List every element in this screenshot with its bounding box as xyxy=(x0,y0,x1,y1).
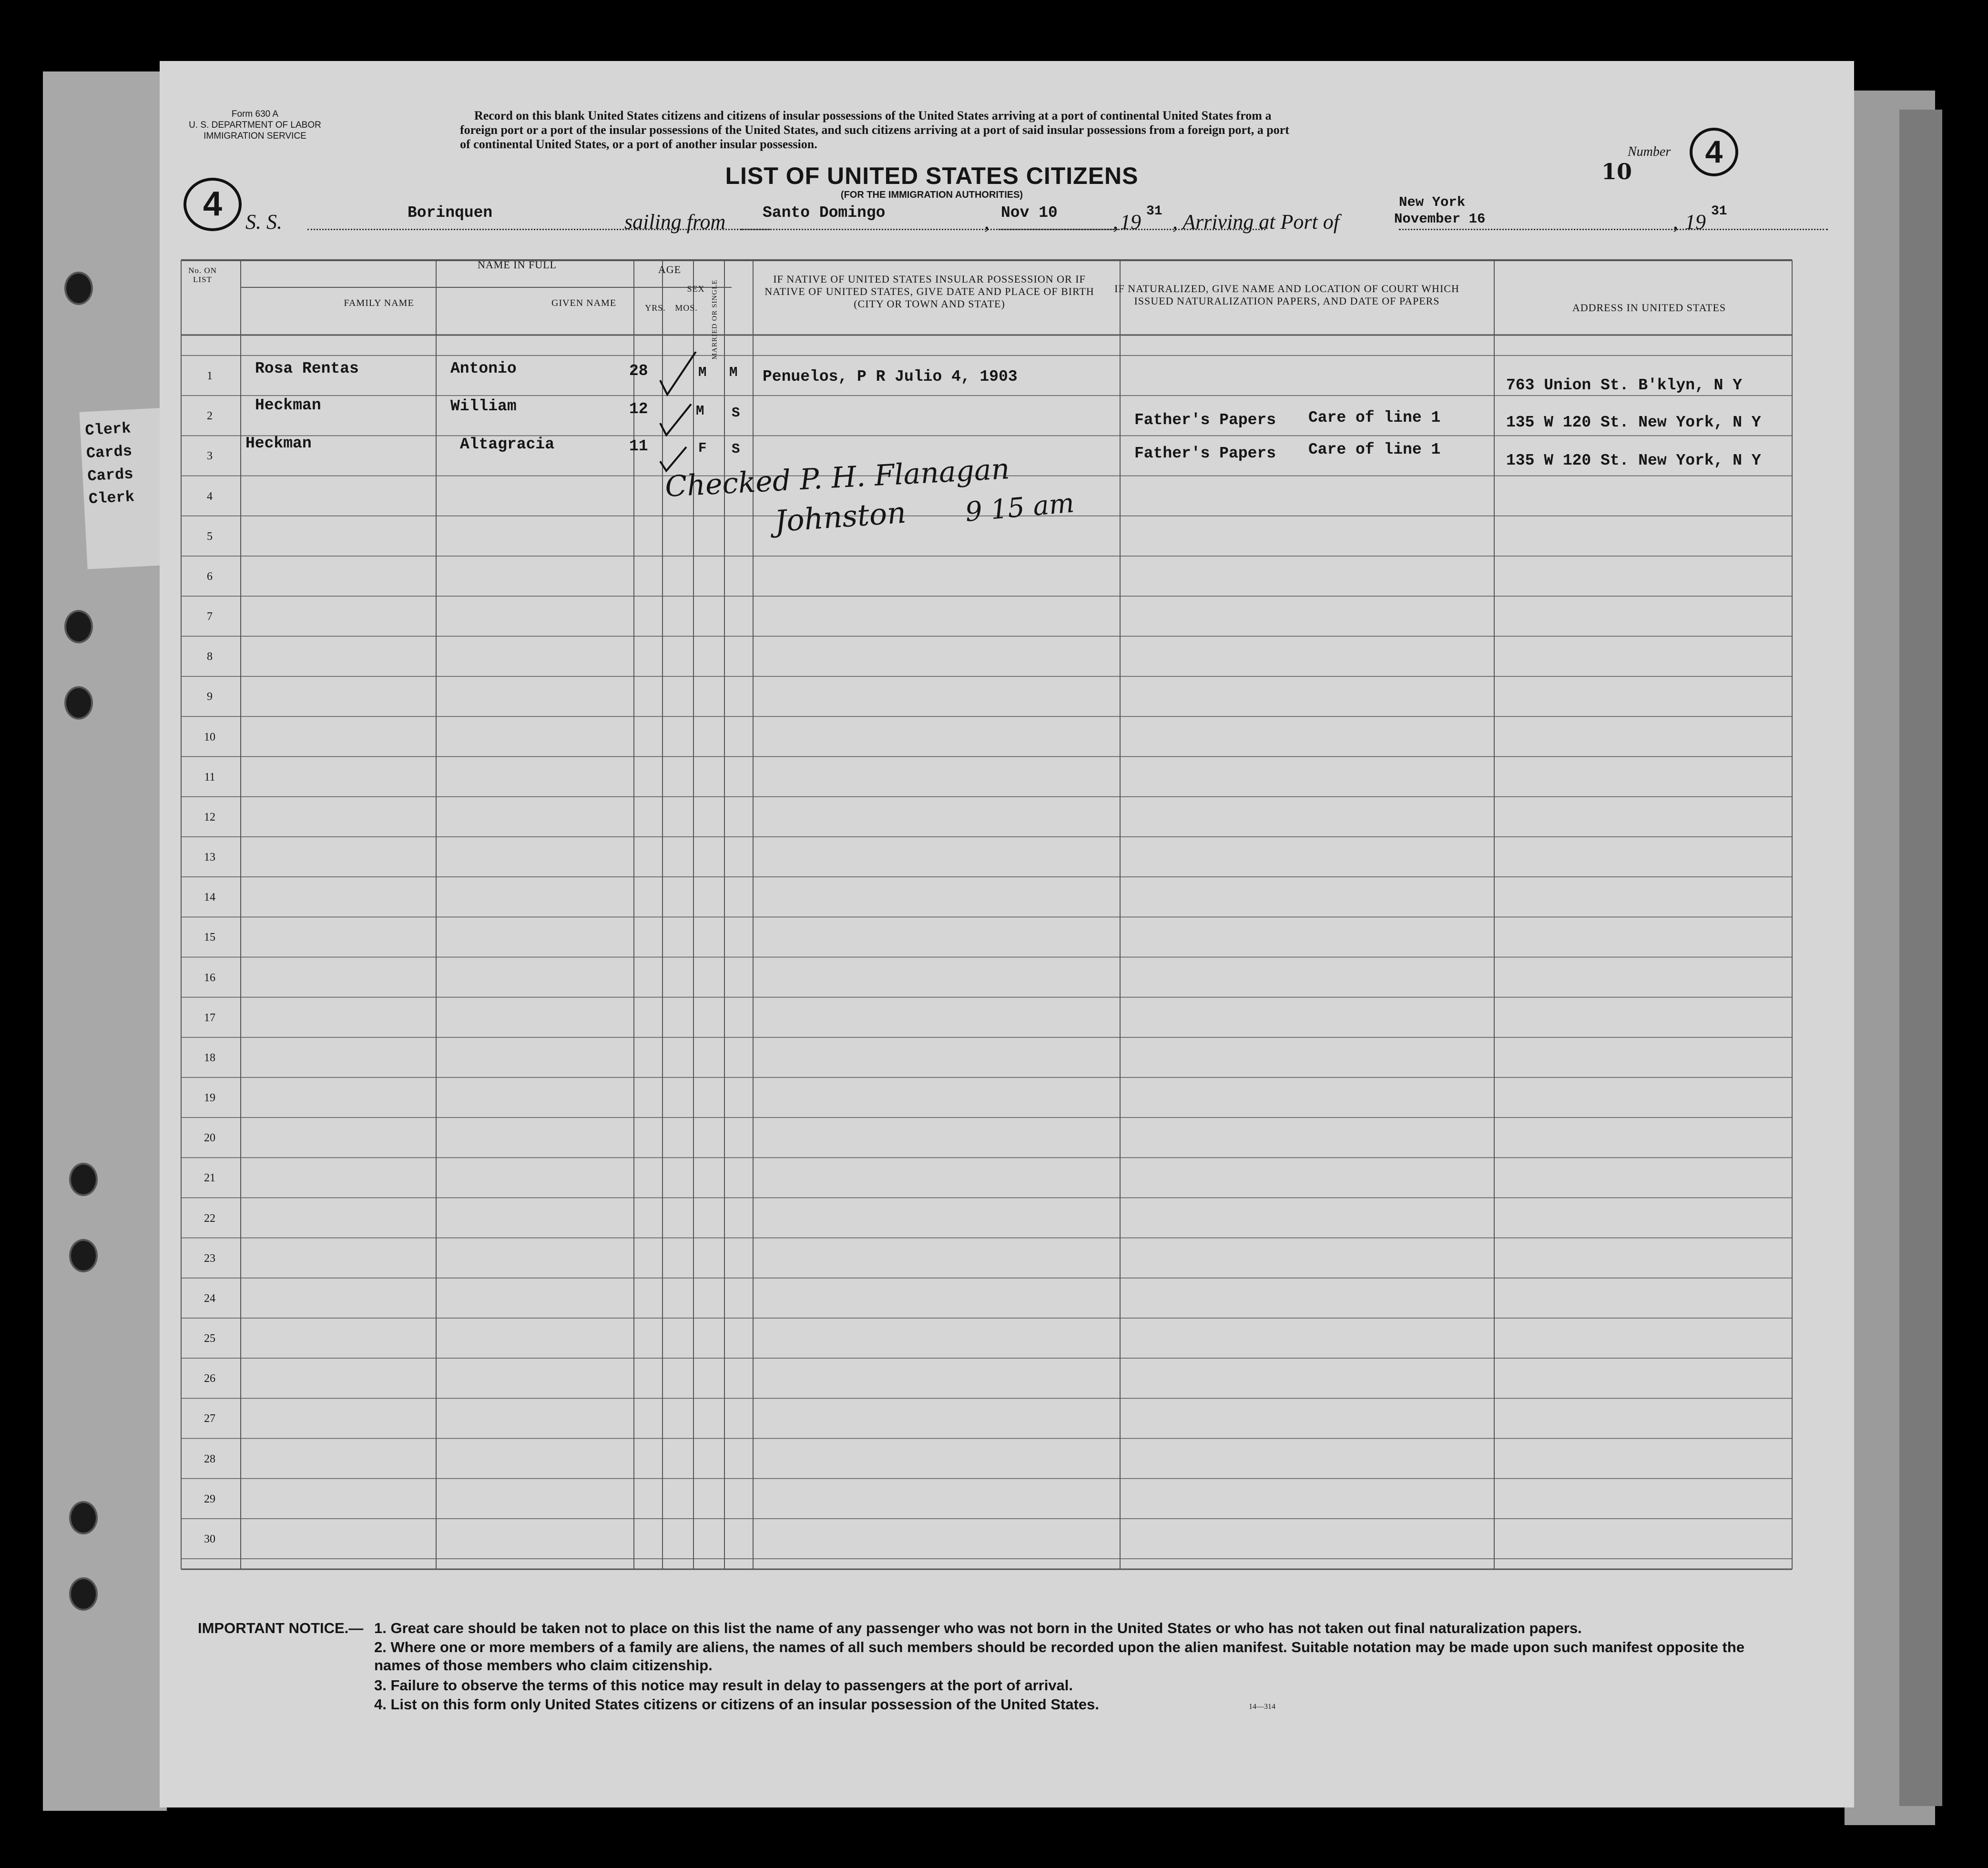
checked-signature: Checked P. H. Flanagan xyxy=(664,452,1011,504)
row-number: 11 xyxy=(204,771,215,783)
binder-hole xyxy=(64,686,93,720)
page-title: LIST OF UNITED STATES CITIZENS xyxy=(725,162,1139,189)
row-number: 20 xyxy=(204,1132,215,1145)
header-naturalized: IF NATURALIZED, GIVE NAME AND LOCATION OF COURT WHICH ISSUED NATURALIZATION PAPERS, AND DATE OF PAPERS xyxy=(1114,283,1459,307)
check-marks xyxy=(658,352,715,476)
entry-address: 135 W 120 St. New York, N Y xyxy=(1506,452,1761,469)
row-number: 7 xyxy=(207,610,213,623)
row-number: 23 xyxy=(204,1252,215,1265)
row-number: 5 xyxy=(207,530,213,543)
entry-family: Rosa Rentas xyxy=(255,360,359,377)
row-number: 17 xyxy=(204,1011,215,1024)
row-number: 8 xyxy=(207,650,213,663)
notice-item-2: 2. Where one or more members of a family are aliens, the names of all such members should be recorded upon the alien manifest. Suitable notation may be made upon such manifest opposite the names of those members who claim citizenship. xyxy=(374,1639,1745,1674)
row-number: 25 xyxy=(204,1332,215,1345)
arrival-year: 31 xyxy=(1711,204,1727,219)
header-mos: MOS. xyxy=(675,303,698,313)
row-number: 30 xyxy=(204,1533,215,1545)
header-married: MARRIED OR SINGLE xyxy=(711,279,719,360)
row-number: 6 xyxy=(207,570,213,583)
entry-given: Antonio xyxy=(450,360,517,377)
form-id: Form 630 A xyxy=(231,109,279,119)
sail-date: Nov 10 xyxy=(1001,204,1058,222)
notice-heading: IMPORTANT NOTICE.— xyxy=(198,1620,364,1636)
entry-address: 763 Union St. B'klyn, N Y xyxy=(1506,376,1743,394)
entry-nat-note: Care of line 1 xyxy=(1308,409,1441,426)
year-prefix-2: 19 xyxy=(1685,210,1706,234)
entry-married: S xyxy=(732,405,740,421)
row-number: 12 xyxy=(204,811,215,823)
row-number: 19 xyxy=(204,1092,215,1105)
row-number: 18 xyxy=(204,1051,215,1064)
binder-hole xyxy=(64,272,93,305)
arriving-label: , Arriving at Port of xyxy=(1172,210,1339,234)
header-family-name: FAMILY NAME xyxy=(344,298,414,308)
binder-hole xyxy=(69,1163,98,1196)
entry-address: 135 W 120 St. New York, N Y xyxy=(1506,414,1761,431)
entry-given: Altagracia xyxy=(460,436,555,453)
row-number: 3 xyxy=(207,450,213,463)
entry-married: M xyxy=(729,365,738,380)
instructions: Record on this blank United States citizens and citizens of insular possessions of the United States arriving at a port of continental United States from a foreign port or a port of the insular possessions of the United States, and such citizens arriving at a port of said insular possessions from a foreign port, a port of continental United States, or a port of another insular possession. xyxy=(460,109,1289,151)
entry-married: S xyxy=(732,441,740,457)
entry-sex: F xyxy=(698,440,707,456)
number-label: Number xyxy=(1628,144,1671,159)
row-number: 27 xyxy=(204,1412,215,1425)
header-yrs: YRS. xyxy=(645,303,666,313)
header-sex: SEX xyxy=(687,284,705,294)
inspector-signature: Johnston xyxy=(773,495,907,539)
header-birth: IF NATIVE OF UNITED STATES INSULAR POSSESSION OR IF NATIVE OF UNITED STATES, GIVE DATE AND PLACE OF BIRTH (CITY OR TOWN AND STATE) xyxy=(765,273,1094,310)
ss-label: S. S. xyxy=(245,210,282,234)
list-circle: 4 xyxy=(184,178,242,231)
row-number: 29 xyxy=(204,1492,215,1505)
page-subtitle: (FOR THE IMMIGRATION AUTHORITIES) xyxy=(840,190,1023,200)
row-number: 10 xyxy=(204,731,215,743)
row-number: 2 xyxy=(207,410,213,423)
notice-item-3: 3. Failure to observe the terms of this notice may result in delay to passengers at the port of arrival. xyxy=(374,1677,1073,1694)
row-number: 16 xyxy=(204,971,215,984)
binder-hole xyxy=(64,610,93,643)
entry-sex: M xyxy=(696,403,704,419)
entry-birth: Penuelos, P R Julio 4, 1903 xyxy=(763,368,1018,386)
sheet-number: 10 xyxy=(1601,159,1632,184)
entry-family: Heckman xyxy=(245,435,312,452)
ship-name: Borinquen xyxy=(408,204,493,222)
row-number: 14 xyxy=(204,891,215,904)
binder-hole xyxy=(69,1239,98,1272)
number-circle: 4 xyxy=(1690,128,1738,176)
header-no: No. ON LIST xyxy=(188,266,217,284)
entry-yrs: 11 xyxy=(629,437,648,455)
underlying-page xyxy=(43,71,167,1811)
row-number: 1 xyxy=(207,370,213,383)
notice-item-1: 1. Great care should be taken not to place on this list the name of any passenger who was not born in the United States or who has not taken out final naturalization papers. xyxy=(374,1620,1582,1636)
entry-sex: M xyxy=(698,365,707,380)
notice-item-4: 4. List on this form only United States citizens or citizens of an insular possession of the United States. xyxy=(374,1696,1099,1713)
row-number: 9 xyxy=(207,690,213,703)
right-page-edge-dark xyxy=(1899,110,1942,1806)
entry-naturalization: Father's Papers xyxy=(1134,445,1276,462)
row-number: 15 xyxy=(204,931,215,944)
binder-hole xyxy=(69,1577,98,1611)
row-number: 22 xyxy=(204,1212,215,1225)
table-grid xyxy=(160,61,1854,1807)
row-number: 24 xyxy=(204,1292,215,1305)
header-name-in-full: NAME IN FULL xyxy=(478,259,557,271)
from-port: Santo Domingo xyxy=(763,204,886,222)
header-given-name: GIVEN NAME xyxy=(551,298,617,308)
row-number: 26 xyxy=(204,1372,215,1385)
header-age: AGE xyxy=(658,264,682,275)
arrival-port: New York xyxy=(1399,194,1466,210)
entry-yrs: 28 xyxy=(629,362,648,380)
entry-yrs: 12 xyxy=(629,400,648,418)
manifest-page xyxy=(160,61,1854,1807)
row-number: 13 xyxy=(204,851,215,864)
arrival-date: November 16 xyxy=(1394,211,1486,227)
sail-year: 31 xyxy=(1146,204,1162,219)
form-code: 14—314 xyxy=(1249,1703,1275,1711)
voyage-line: S. S. Borinquen sailing from Santo Domingo , Nov 10 , 19 31 , Arriving at Port of New York November 16 , 19 31 xyxy=(160,204,1854,233)
header-address: ADDRESS IN UNITED STATES xyxy=(1572,302,1726,314)
sailing-label: sailing from xyxy=(624,210,726,234)
time-note: 9 15 am xyxy=(964,487,1076,528)
row-number: 4 xyxy=(207,490,213,503)
entry-given: William xyxy=(450,397,517,415)
entry-family: Heckman xyxy=(255,396,321,414)
entry-naturalization: Father's Papers xyxy=(1134,411,1276,429)
row-number: 21 xyxy=(204,1172,215,1185)
binder-hole xyxy=(69,1501,98,1534)
year-prefix-1: 19 xyxy=(1120,210,1141,234)
side-tag: Clerk Cards Cards Clerk xyxy=(79,408,173,569)
service: IMMIGRATION SERVICE xyxy=(204,131,306,141)
department: U. S. DEPARTMENT OF LABOR xyxy=(189,120,321,130)
entry-nat-note: Care of line 1 xyxy=(1308,441,1441,458)
row-number: 28 xyxy=(204,1452,215,1465)
